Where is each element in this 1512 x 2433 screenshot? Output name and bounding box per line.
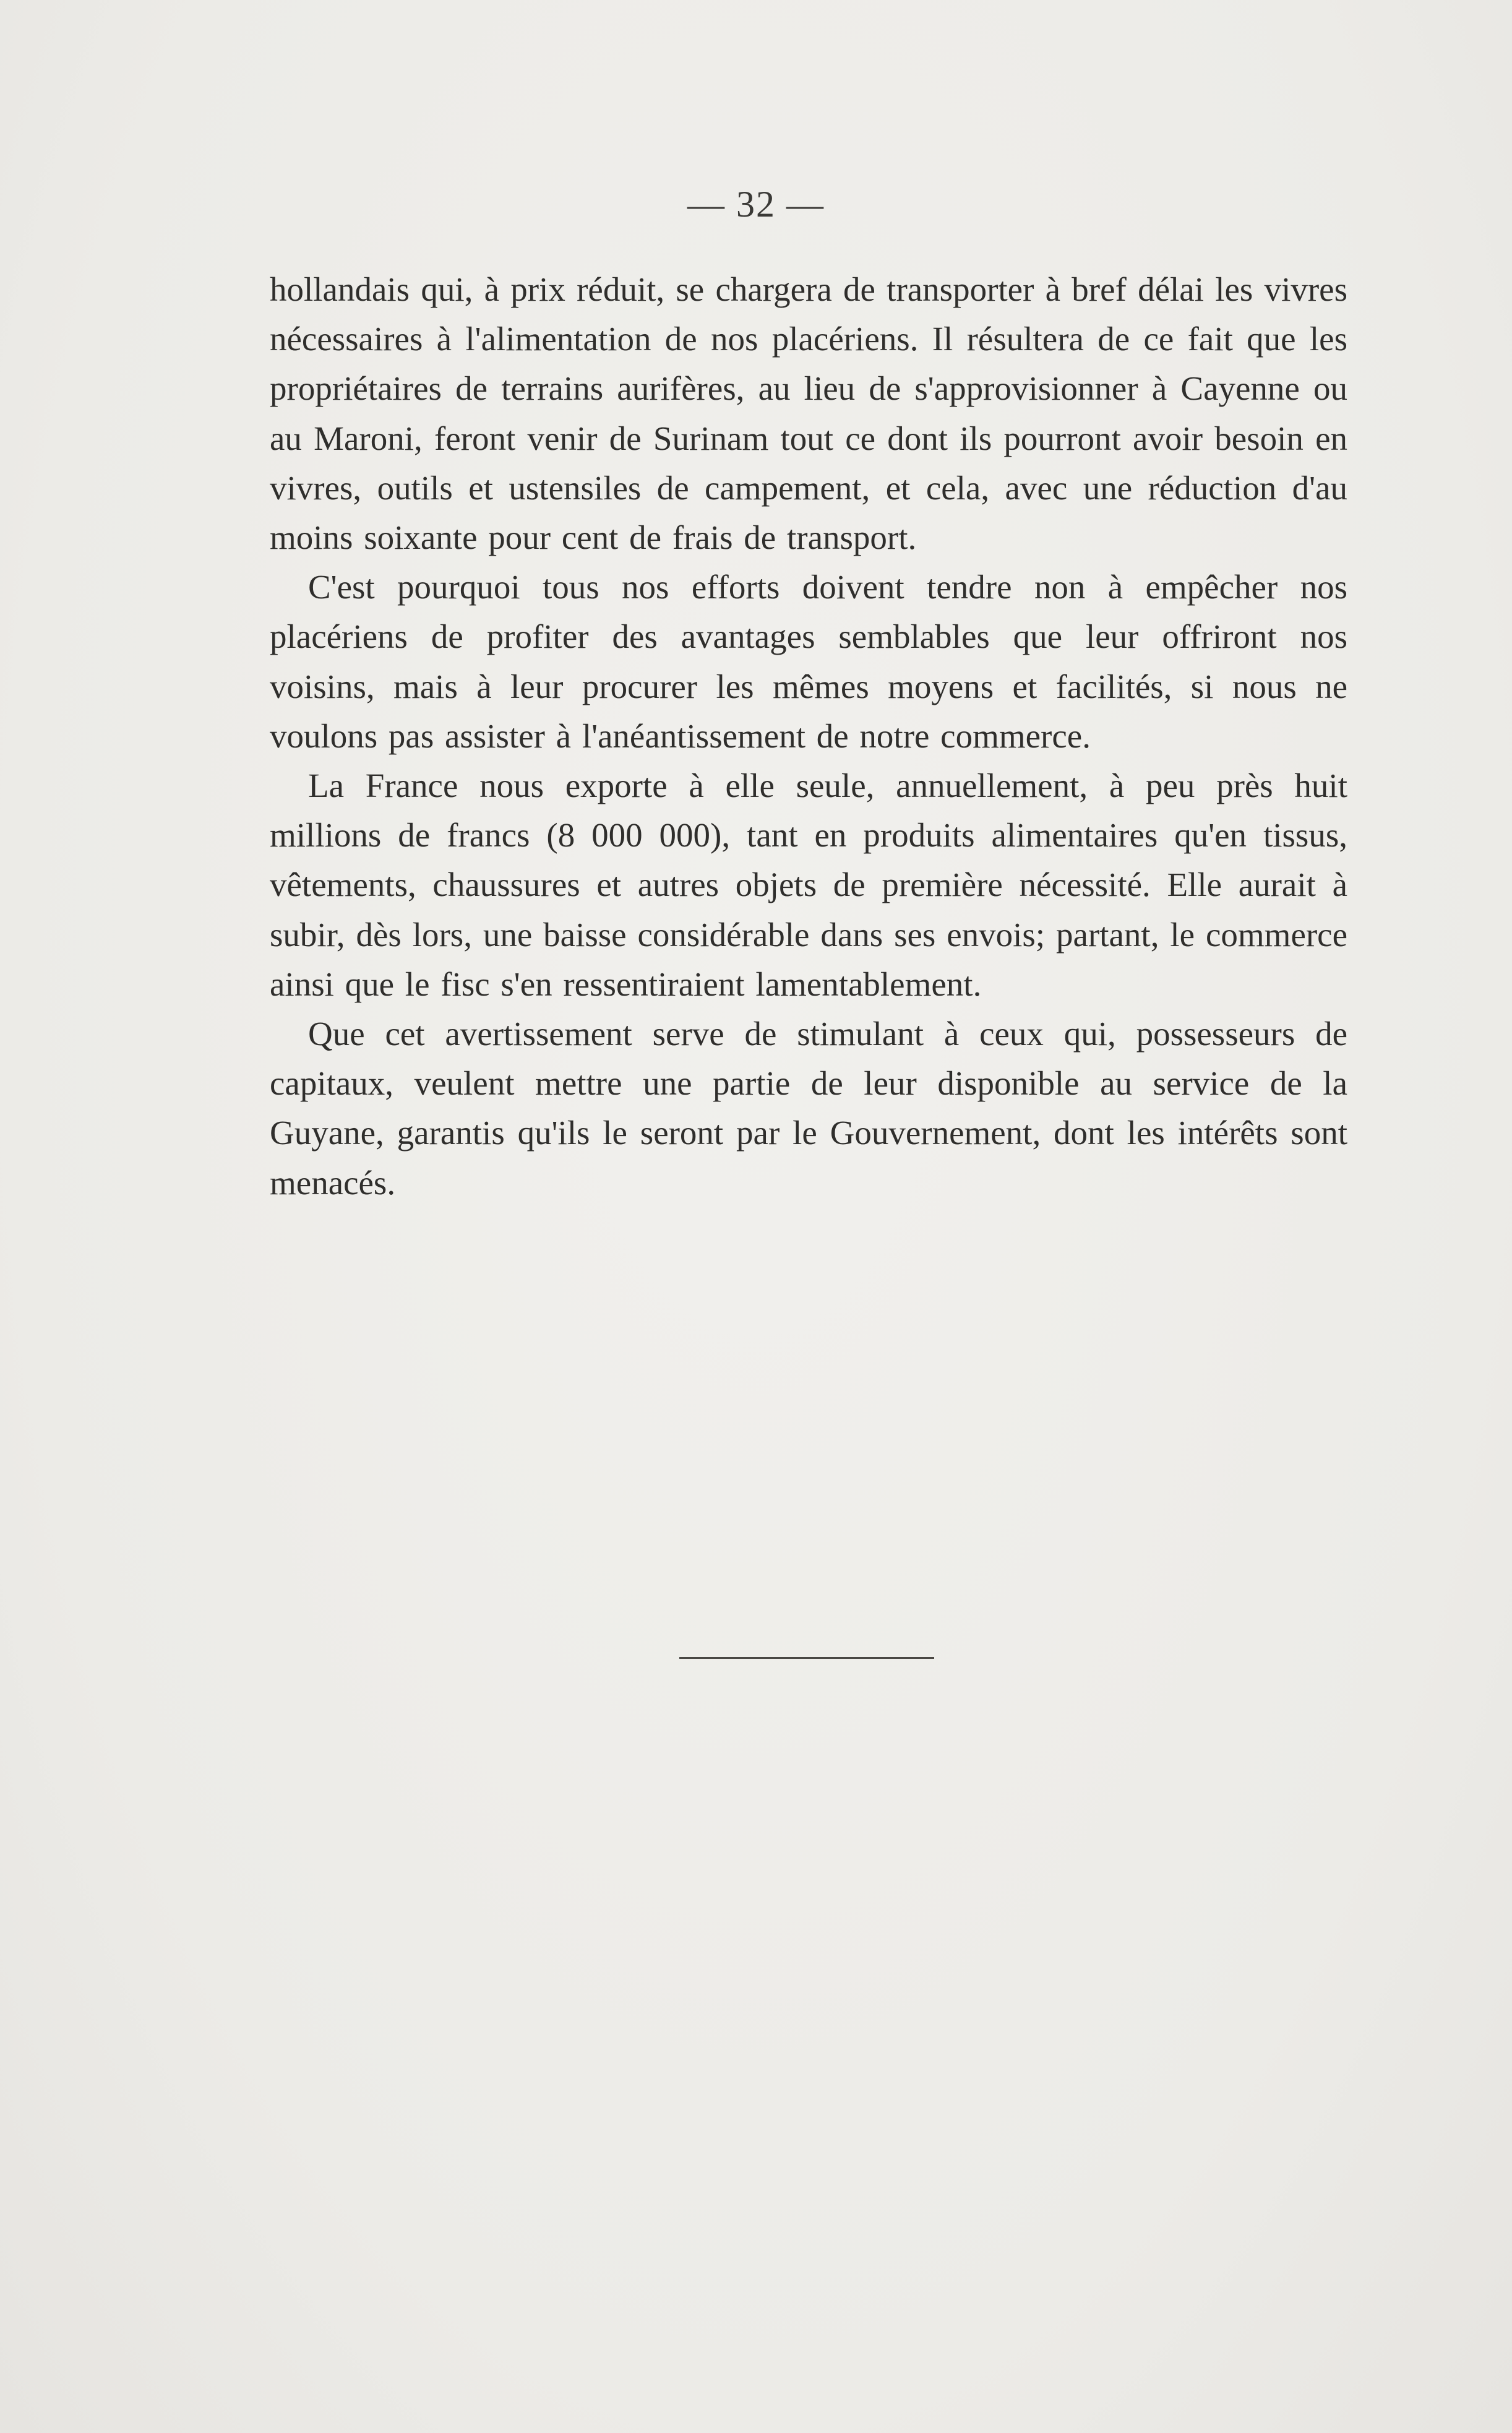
paragraph: La France nous exporte à elle seule, annuellement, à peu près huit millions de francs (8 000 000), tant en produits alimentaires qu'en tissus, vêtements, chaussures et autres objets de première nécessité. Elle aurait à subir, dès lors, une baisse considérable dans ses envois; partant, le commerce ainsi que le fisc s'en ressentiraient lamentablement.: [270, 767, 1347, 1003]
paragraph: C'est pourquoi tous nos efforts doivent tendre non à empêcher nos placériens de profiter des avantages semblables que leur offriront nos voisins, mais à leur procurer les mêmes moyens et facilités, si nous ne voulons pas assister à l'anéantissement de notre commerce.: [270, 568, 1347, 755]
paragraph: Que cet avertissement serve de stimulant à ceux qui, possesseurs de capitaux, veulent mettre une partie de leur disponible au service de la Guyane, garantis qu'ils le seront par le Gouvernement, dont les intérêts sont menacés.: [270, 1015, 1347, 1202]
paragraph-continuation: hollandais qui, à prix réduit, se chargera de transporter à bref délai les vivres nécessaires à l'alimentation de nos placériens. Il résultera de ce fait que les propriétaires de terrains aurifères, au lieu de s'approvisionner à Cayenne ou au Maroni, feront venir de Surinam tout ce dont ils pourront avoir besoin en vivres, outils et ustensiles de campement, et cela, avec une réduction d'au moins soixante pour cent de frais de transport.: [270, 270, 1347, 557]
page-number: — 32 —: [687, 184, 825, 225]
end-separator-rule: [679, 1657, 934, 1659]
body-text: [270, 265, 1347, 1208]
